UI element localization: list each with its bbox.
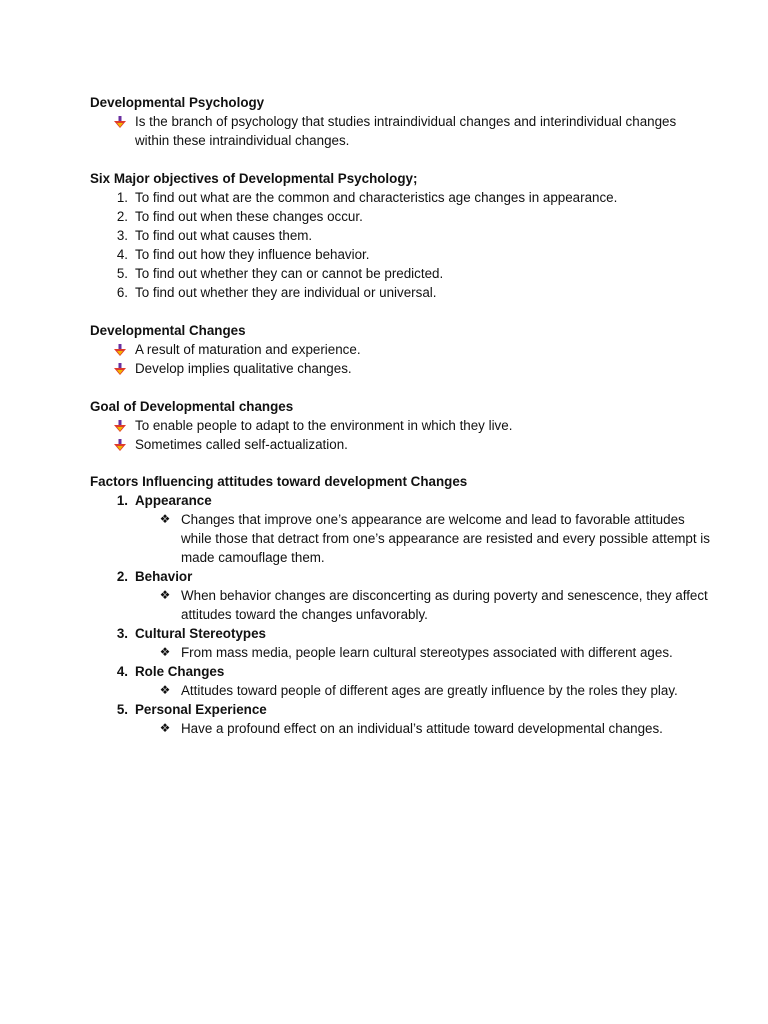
sub-list-item: ❖ Attitudes toward people of different ages are greatly influence by the roles they play. <box>159 683 678 698</box>
list-item: 4. Role Changes <box>116 664 225 679</box>
list-item: 2. Behavior <box>116 569 193 584</box>
list-item: Develop implies qualitative changes. <box>90 359 710 378</box>
sub-list-item: ❖ When behavior changes are disconcerting as during poverty and senescence, they affect attitudes toward the changes unfavorably. <box>159 588 708 622</box>
section-heading: Factors Influencing attitudes toward development Changes <box>90 474 468 489</box>
list-item: 3. Cultural Stereotypes <box>116 626 266 641</box>
down-arrow-bullet-icon <box>114 116 126 128</box>
sub-list-item: ❖ Changes that improve one’s appearance are welcome and lead to favorable attitudes while those that detract from one’s appearance are resisted and every possible attempt is made camouflage them. <box>159 512 710 565</box>
list-item: To enable people to adapt to the environment in which they live. <box>90 416 710 435</box>
four-diamond-icon: ❖ <box>159 683 171 697</box>
sub-list-item: ❖ Have a profound effect on an individual’s attitude toward developmental changes. <box>159 721 663 736</box>
section-heading: Developmental Changes <box>90 323 246 338</box>
list-item: 1. Appearance <box>116 493 212 508</box>
list-item: 1. To find out what are the common and characteristics age changes in appearance. <box>116 190 618 205</box>
four-diamond-icon: ❖ <box>159 588 171 602</box>
list-item: 4. To find out how they influence behavior. <box>116 247 370 262</box>
four-diamond-icon: ❖ <box>159 645 171 659</box>
list-item: Sometimes called self-actualization. <box>90 435 710 454</box>
section-developmental-psychology <box>90 93 710 150</box>
list-item: 2. To find out when these changes occur. <box>116 209 363 224</box>
section-heading: Developmental Psychology <box>90 95 265 110</box>
down-arrow-bullet-icon <box>114 420 126 432</box>
down-arrow-bullet-icon <box>114 363 126 375</box>
down-arrow-bullet-icon <box>114 344 126 356</box>
down-arrow-bullet-icon <box>114 439 126 451</box>
four-diamond-icon: ❖ <box>159 721 171 735</box>
list-item: 5. Personal Experience <box>116 702 267 717</box>
section-goal <box>90 397 710 454</box>
section-objectives <box>90 169 710 302</box>
list-item: 5. To find out whether they can or cannot be predicted. <box>116 266 444 281</box>
section-factors <box>90 472 710 738</box>
four-diamond-icon: ❖ <box>159 512 171 526</box>
list-item: A result of maturation and experience. <box>90 340 710 359</box>
section-heading: Six Major objectives of Developmental Psychology; <box>90 171 418 186</box>
section-developmental-changes <box>90 321 710 378</box>
list-item: 6. To find out whether they are individual or universal. <box>116 285 437 300</box>
sub-list-item: ❖ From mass media, people learn cultural stereotypes associated with different ages. <box>159 645 673 660</box>
list-item: Is the branch of psychology that studies intraindividual changes and interindividual changes within these intraindividual changes. <box>90 112 710 150</box>
section-heading: Goal of Developmental changes <box>90 399 294 414</box>
list-item: 3. To find out what causes them. <box>116 228 313 243</box>
